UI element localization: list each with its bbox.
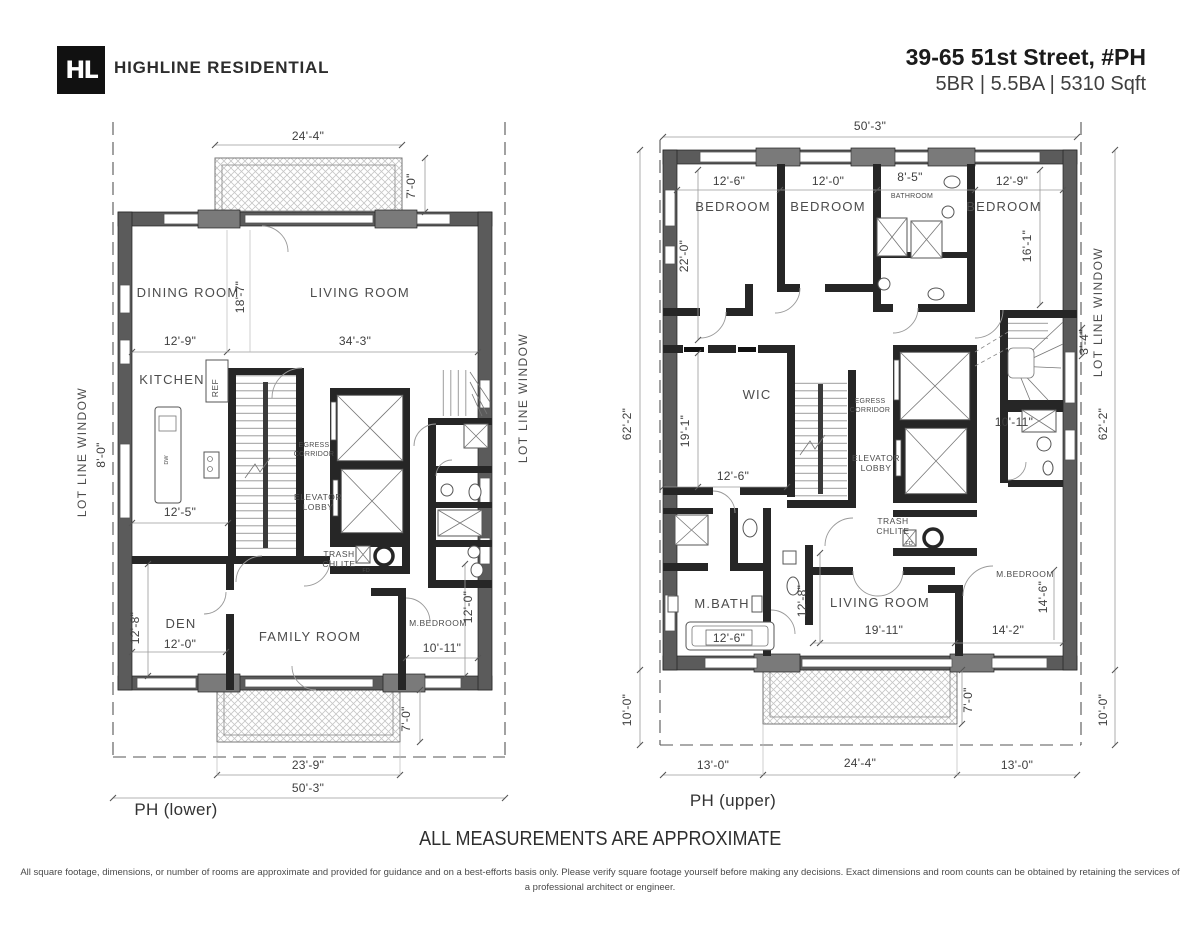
dim-stair-window: 3'-4" (1077, 329, 1091, 355)
dim-terrace-bot-depth: 7'-0" (399, 706, 413, 732)
dim-yard-right: 10'-0" (1096, 693, 1110, 727)
label-elevator-2: LOBBY (302, 502, 334, 512)
dim-terrace-depth-upper: 7'-0" (961, 687, 975, 713)
dim-bot-mid: 24'-4" (843, 756, 877, 770)
room-mbath: M.BATH (694, 596, 750, 611)
upper-winder-stair (975, 318, 1063, 400)
lot-line-window-left-label: LOT LINE WINDOW (75, 386, 89, 518)
room-bedroom3: BEDROOM (966, 199, 1042, 214)
dim-wic-width: 12'-6" (716, 469, 750, 483)
listing-specs: 5BR | 5.5BA | 5310 Sqft (935, 73, 1146, 95)
lot-line-window-upper-label: LOT LINE WINDOW (1091, 246, 1105, 378)
dim-den-depth: 12'-8" (128, 611, 142, 645)
room-wic: WIC (742, 387, 772, 402)
room-bedroom2: BEDROOM (790, 199, 866, 214)
caption-upper: PH (upper) (689, 791, 777, 810)
dim-bot-left: 13'-0" (696, 758, 730, 772)
dim-wic-depth: 19'-1" (678, 414, 692, 448)
lower-terrace-top (215, 158, 402, 212)
dim-mbed-depth-upper: 14'-6" (1036, 580, 1050, 614)
label-ref: REF (210, 378, 220, 398)
room-mbedroom-upper: M.BEDROOM (996, 569, 1054, 579)
room-bedroom1: BEDROOM (695, 199, 771, 214)
dim-terrace-bot-width: 23'-9" (291, 758, 325, 772)
room-mbedroom-lower: M.BEDROOM (409, 618, 467, 628)
dim-bed3-width: 12'-9" (995, 174, 1029, 188)
label-trash-1: TRASH (323, 549, 355, 559)
label-fd: FD (362, 568, 370, 574)
dim-bed3-depth: 16'-1" (1020, 229, 1034, 263)
upper-plan (620, 119, 1118, 810)
dim-bed2-width: 12'-0" (811, 174, 845, 188)
lot-line-window-right-label: LOT LINE WINDOW (516, 332, 530, 464)
label-egress-1: EGRESS (298, 442, 330, 449)
label-dw: DW (164, 455, 170, 465)
dim-dining-width: 12'-9" (163, 334, 197, 348)
label-elevator-upper-1: ELEVATOR (852, 453, 900, 463)
dim-tub: 12'-6" (712, 631, 746, 645)
dim-kitchen-window: 8'-0" (94, 442, 108, 468)
label-egress-upper-2: CORRIDOR (849, 407, 891, 414)
dim-bot-right: 13'-0" (1000, 758, 1034, 772)
dim-bath-width: 8'-5" (897, 170, 923, 184)
dim-dining-depth: 18'-7" (233, 280, 247, 314)
label-trash-2: CHLITE (322, 559, 356, 569)
measurements-notice (0, 828, 1200, 851)
dim-side-left: 62'-2" (620, 407, 634, 441)
dim-hall-depth: 12'-8" (795, 584, 809, 618)
dim-mbed-width: 10'-11" (422, 641, 462, 655)
room-living-upper: LIVING ROOM (830, 595, 930, 610)
dim-living-width: 34'-3" (338, 334, 372, 348)
room-bathroom: BATHROOM (890, 193, 934, 200)
lower-terrace-bottom (217, 690, 400, 742)
dim-kitchen-width: 12'-5" (163, 505, 197, 519)
logo-text: HL (65, 56, 97, 84)
upper-main-stair (795, 378, 847, 500)
dim-hall-width: 10'-11" (994, 415, 1034, 429)
label-elevator-upper-2: LOBBY (860, 463, 892, 473)
lower-trash-chute (356, 546, 393, 565)
dim-mbed-width-upper: 14'-2" (991, 623, 1025, 637)
dim-total-width-lower: 50'-3" (291, 781, 325, 795)
room-family: FAMILY ROOM (258, 629, 362, 644)
dim-living-width-upper: 19'-11" (864, 623, 904, 637)
brand-name: HIGHLINE RESIDENTIAL (114, 58, 330, 77)
label-elevator-1: ELEVATOR (294, 492, 342, 502)
dim-side-right: 62'-2" (1096, 407, 1110, 441)
dim-terrace-top-width: 24'-4" (291, 129, 325, 143)
dim-mbed-depth: 12'-0" (461, 590, 475, 624)
dim-yard-left: 10'-0" (620, 693, 634, 727)
label-egress-upper-1: EGRESS (854, 398, 886, 405)
room-den: DEN (165, 616, 197, 631)
disclaimer-text: All square footage, dimensions, or number of rooms are approximate and provided for guidance and on a best-efforts basis only. Please verify square footage yourself before making any decisions. Exact dimensions and room counts can be obtained by retaining the services of a professional architect or engineer. (20, 867, 1180, 893)
dim-total-width-top: 50'-3" (853, 119, 887, 133)
caption-lower: PH (lower) (134, 800, 218, 819)
label-trash-upper-2: CHLITE (876, 526, 910, 536)
label-fd-upper: FD (905, 541, 913, 547)
dim-terrace-top-depth: 7'-0" (404, 173, 418, 199)
measurements-notice-text: ALL MEASUREMENTS ARE APPROXIMATE (418, 828, 782, 850)
listing-address: 39-65 51st Street, #PH (905, 44, 1146, 70)
room-kitchen: KITCHEN (139, 372, 205, 387)
room-living-lower: LIVING ROOM (310, 285, 410, 300)
lower-main-stair (236, 375, 296, 555)
dim-bed1-depth: 22'-0" (677, 239, 691, 273)
label-egress-2: CORRIDOR (293, 451, 335, 458)
lot-line-upper (660, 122, 1081, 745)
dim-bed1-width: 12'-6" (712, 174, 746, 188)
lower-plan (75, 122, 530, 819)
label-trash-upper-1: TRASH (877, 516, 909, 526)
room-dining: DINING ROOM (136, 285, 240, 300)
dim-den-width: 12'-0" (163, 637, 197, 651)
upper-terrace (763, 670, 957, 724)
